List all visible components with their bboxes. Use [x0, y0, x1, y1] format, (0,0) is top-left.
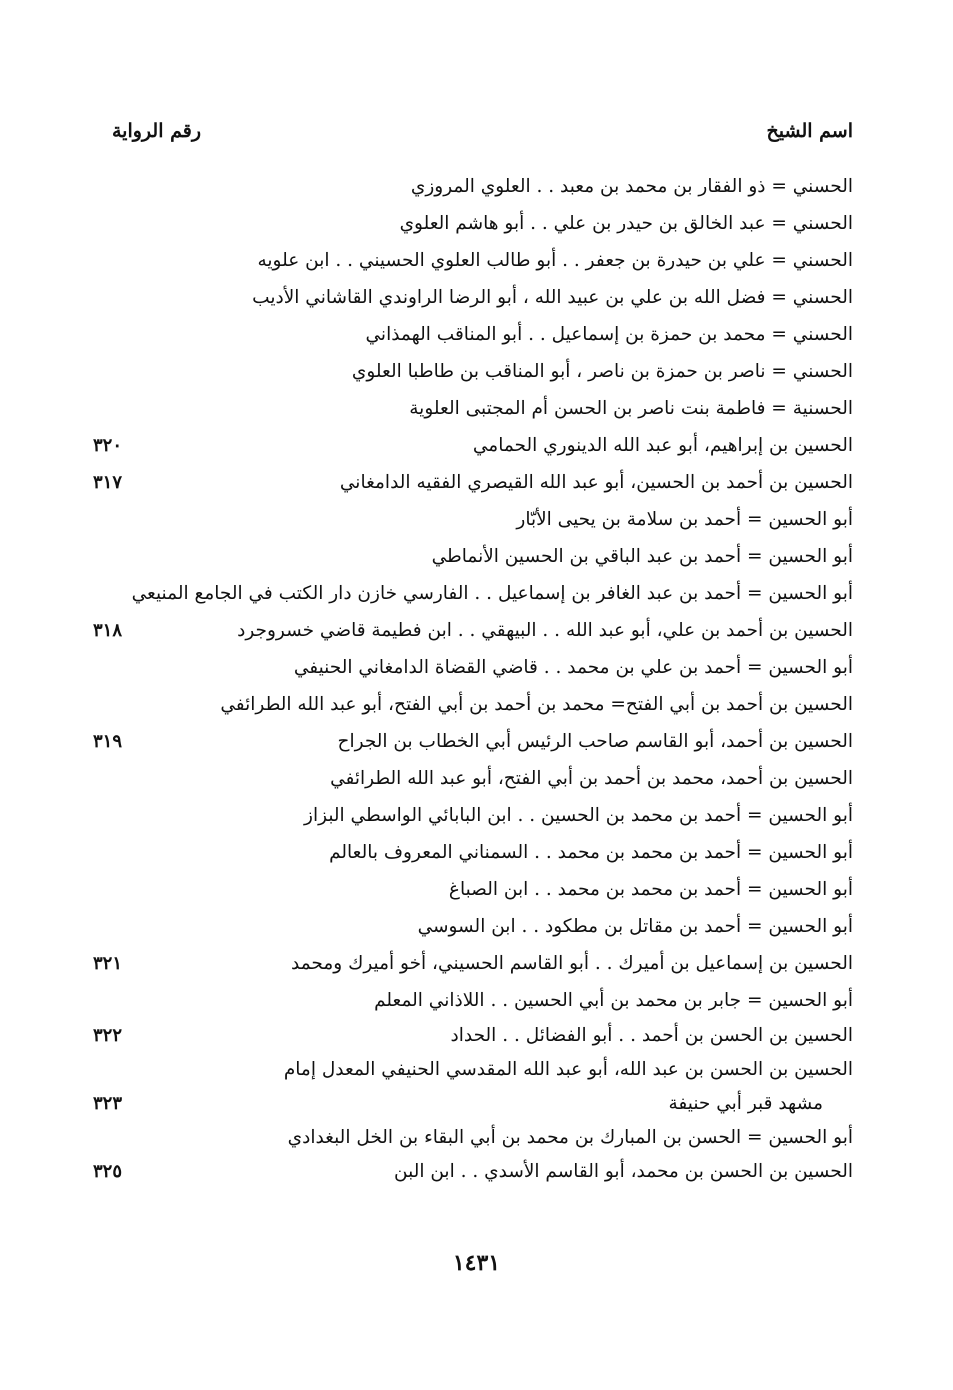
entry-text: أبو الحسين = أحمد بن مقاتل بن مطكود . . ابن السوسي — [417, 916, 853, 937]
entry-text: مشهد قبر أبي حنيفة — [668, 1093, 823, 1114]
index-entry — [93, 575, 853, 612]
entry-text: الحسني = علي بن حيدرة بن جعفر . . أبو طالب العلوي الحسيني . . ابن علويه — [257, 250, 853, 271]
entry-text: الحسني = ناصر بن حمزة بن ناصر ، أبو المناقب بن طاطبا العلوي — [351, 361, 853, 382]
entry-text: أبو الحسين = أحمد بن محمد بن الحسين . . ابن البابائي الواسطي البزاز — [304, 805, 853, 826]
index-entry — [93, 1087, 853, 1121]
index-entry — [93, 1053, 853, 1087]
entry-text: الحسني = ذو الفقار بن محمد بن معبد . . العلوي المروزي — [410, 176, 853, 197]
index-entry — [93, 612, 853, 649]
entry-text: الحسين بن أحمد بن أبي الفتح= محمد بن أحمد بن أبي الفتح، أبو عبد الله الطرائفي — [220, 694, 853, 715]
entry-narration-number: ٣٢٣ — [93, 1093, 123, 1114]
index-entry — [93, 982, 853, 1019]
entry-text: الحسين بن أحمد، محمد بن أحمد بن أبي الفتح، أبو عبد الله الطرائفي — [330, 768, 853, 789]
entry-text: الحسنية = فاطمة بنت ناصر بن الحسن أم المجتبى العلوية — [409, 398, 853, 419]
entry-text: الحسين بن أحمد بن علي، أبو عبد الله . . البيهقي . . ابن فطيمة قاضي خسروجرد — [237, 620, 853, 641]
index-entry — [93, 538, 853, 575]
index-entry — [93, 168, 853, 205]
index-entry — [93, 797, 853, 834]
index-entry — [93, 501, 853, 538]
entry-text: الحسين بن الحسن بن عبد الله، أبو عبد الله المقدسي الحنيفي المعدل إمام — [283, 1059, 853, 1080]
entry-text: الحسين بن الحسن بن محمد، أبو القاسم الأسدي . . ابن البن — [394, 1161, 853, 1182]
entry-text: الحسين بن إبراهيم، أبو عبد الله الدينوري الحمامي — [472, 435, 853, 456]
entry-text: أبو الحسين = أحمد بن محمد بن محمد . . ابن الصباغ — [448, 879, 853, 900]
column-header-sheikh-name: اسم الشيخ — [766, 120, 853, 142]
entry-text: أبو الحسين = الحسن بن المبارك بن محمد بن أبي البقاء بن الخل البغدادي — [287, 1127, 853, 1148]
index-entry — [93, 760, 853, 797]
entry-text: الحسين بن إسماعيل بن أميرك . . أبو القاسم الحسيني، أخو أميرك ومحمد — [291, 953, 853, 974]
index-entry — [93, 242, 853, 279]
column-header-narration-number: رقم الرواية — [112, 120, 201, 142]
entry-text: أبو الحسين = أحمد بن علي بن محمد . . قاضي القضاة الدامغاني الحنيفي — [293, 657, 853, 678]
entry-text: الحسني = عبد الخالق بن حيدر بن علي . . أبو هاشم العلوي — [399, 213, 853, 234]
entry-narration-number: ٣١٨ — [93, 620, 123, 641]
index-entry — [93, 316, 853, 353]
index-entry — [93, 1121, 853, 1155]
index-entry — [93, 649, 853, 686]
index-entry — [93, 353, 853, 390]
entry-text: الحسني = محمد بن حمزة بن إسماعيل . . أبو المناقب الهمذاني — [365, 324, 853, 345]
index-entry — [93, 427, 853, 464]
index-entry — [93, 1155, 853, 1189]
entry-narration-number: ٣١٧ — [93, 472, 123, 493]
index-entries — [93, 168, 853, 1189]
entry-text: الحسين بن أحمد بن الحسين، أبو عبد الله القيصري الفقيه الدامغاني — [339, 472, 853, 493]
page-number: ١٤٣١ — [452, 1250, 501, 1276]
entry-text: الحسين بن أحمد، أبو القاسم صاحب الرئيس أبي الخطاب بن الجراح — [337, 731, 853, 752]
entry-text: أبو الحسين = أحمد بن عبد الباقي بن الحسين الأنماطي — [431, 546, 853, 567]
index-entry — [93, 279, 853, 316]
index-entry — [93, 205, 853, 242]
entry-narration-number: ٣٢٢ — [93, 1025, 123, 1046]
entry-text: الحسين بن الحسن بن أحمد . . أبو الفضائل . . الحداد — [450, 1025, 853, 1046]
entry-narration-number: ٣٢١ — [93, 953, 123, 974]
index-entry — [93, 390, 853, 427]
entry-narration-number: ٣٢٥ — [93, 1161, 123, 1182]
index-entry — [93, 908, 853, 945]
entry-text: أبو الحسين = جابر بن محمد بن أبي الحسين . . اللاذاني المعلم — [374, 990, 853, 1011]
entry-text: أبو الحسين = أحمد بن سلامة بن يحيى الأبّار — [516, 509, 853, 530]
index-entry — [93, 945, 853, 982]
entry-text: أبو الحسين = أحمد بن محمد بن محمد . . السمناني المعروف بالعالم — [329, 842, 853, 863]
entry-narration-number: ٣٢٠ — [93, 435, 123, 456]
index-entry — [93, 1019, 853, 1053]
entry-narration-number: ٣١٩ — [93, 731, 123, 752]
index-entry — [93, 834, 853, 871]
index-entry — [93, 464, 853, 501]
entry-text: أبو الحسين = أحمد بن عبد الغافر بن إسماعيل . . الفارسي خازن دار الكتب في الجامع المنيعي — [131, 583, 853, 604]
entry-text: الحسني = فضل الله بن علي بن عبيد الله ، أبو الرضا الراوندي القاشاني الأديب — [252, 287, 853, 308]
index-entry — [93, 723, 853, 760]
index-entry — [93, 871, 853, 908]
index-entry — [93, 686, 853, 723]
